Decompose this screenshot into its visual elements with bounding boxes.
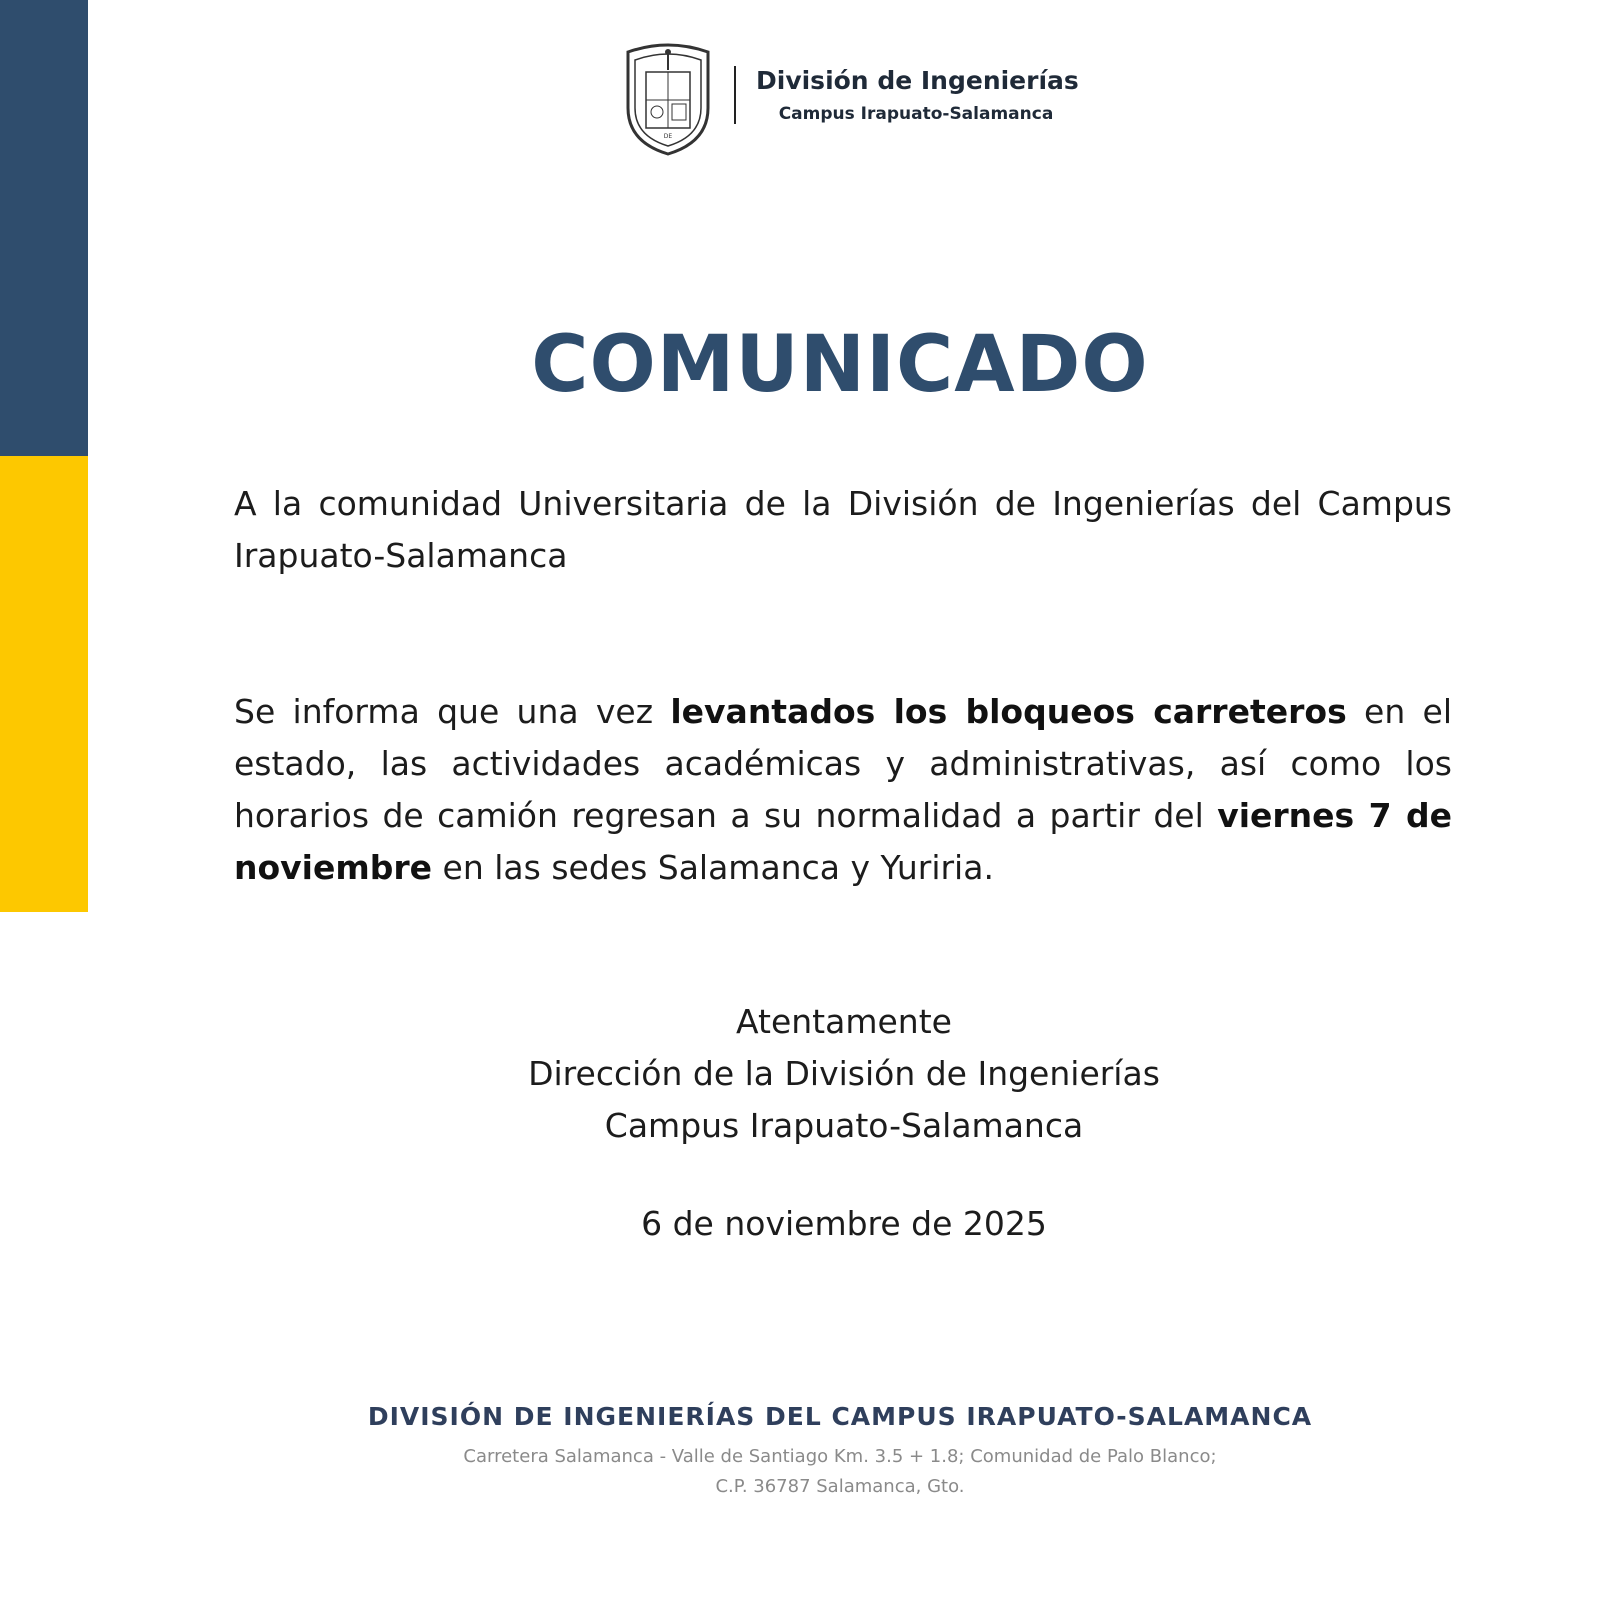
body-bold-date: viernes 7 de noviembre [234, 796, 1452, 887]
footer-address-line-1: Carretera Salamanca - Valle de Santiago Km. 3.5 + 1.8; Comunidad de Palo Blanco; [463, 1446, 1217, 1467]
header-divider [734, 66, 736, 124]
greeting-paragraph: A la comunidad Universitaria de la División de Ingenierías del Campus Irapuato-Salamanca [234, 484, 1452, 575]
signature-office: Dirección de la División de Ingenierías [528, 1054, 1160, 1093]
header [618, 38, 1078, 156]
signature-block [334, 996, 1354, 1152]
footer-address-line-2: C.P. 36787 Salamanca, Gto. [715, 1476, 965, 1497]
left-accent-bar-blue [0, 0, 88, 456]
university-seal-logo [618, 38, 718, 156]
body-bold-roadblocks: levantados los bloqueos carreteros [670, 692, 1347, 731]
footer-title: DIVISIÓN DE INGENIERÍAS DEL CAMPUS IRAPUATO-SALAMANCA [367, 1402, 1313, 1431]
body-text-part-3: en las sedes Salamanca y Yuriria. [432, 848, 994, 887]
signature-closing: Atentamente [736, 1002, 952, 1041]
body-text-part-1: Se informa que una vez [234, 692, 671, 731]
body-text-part-2: en el estado, las actividades académicas y administrativas, así como los horarios de camión regresan a su normalidad a partir del [234, 692, 1452, 835]
page-title: COMUNICADO [531, 320, 1149, 410]
footer-address [200, 1442, 1480, 1502]
header-campus-subtitle: Campus Irapuato-Salamanca [778, 104, 1054, 124]
announcement-paragraph [234, 686, 1452, 894]
issue-date: 6 de noviembre de 2025 [641, 1204, 1047, 1243]
signature-campus: Campus Irapuato-Salamanca [604, 1106, 1084, 1145]
seal-letters-de: DE [663, 133, 673, 140]
header-division-title: División de Ingenierías [756, 66, 1079, 95]
left-accent-bar-yellow [0, 456, 88, 912]
